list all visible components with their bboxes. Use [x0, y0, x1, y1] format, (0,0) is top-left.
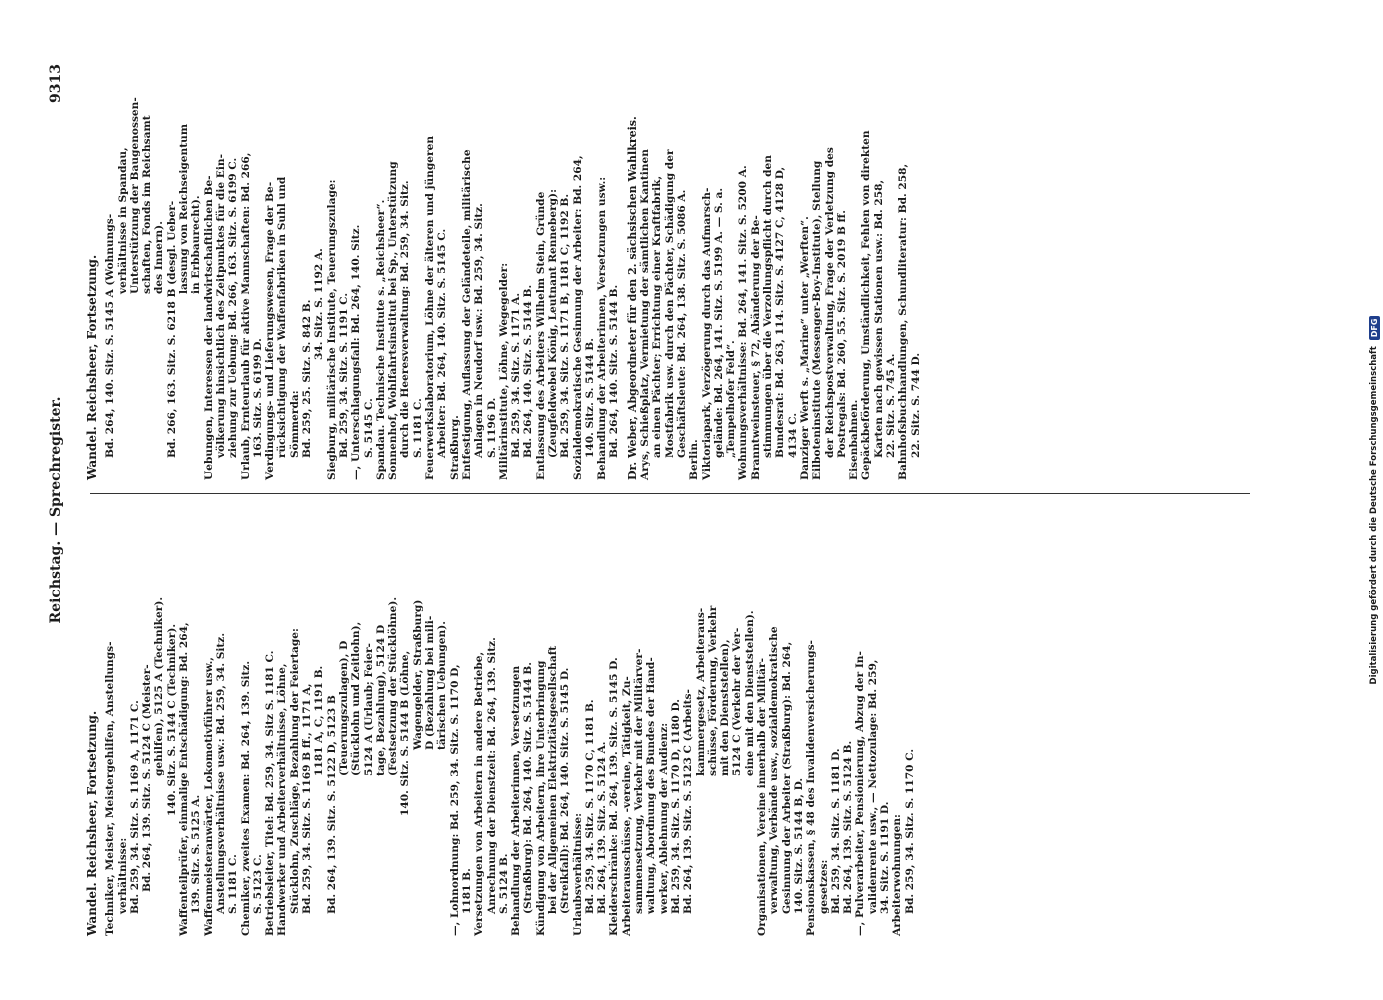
register-line: Waffenmeisteranwärter, Lokomotivführer usw., — [202, 657, 215, 936]
register-line: verhältnisse in Spandau, — [116, 147, 129, 294]
register-line: Entlassung des Arbeiters Wilhelm Stein, Gründe — [534, 191, 547, 480]
register-line: Bd. 264, 140. Sitz. S. 5145 A (Wohnungs- — [104, 213, 117, 458]
register-line: tärischen Uebungen). — [436, 621, 449, 750]
register-line: 34. Sitz. S. 1191 D. — [879, 801, 891, 914]
register-line: 1181 A, C, 1191 B. — [313, 665, 326, 776]
register-line: Wagengelder, Straßburg) — [411, 599, 424, 750]
register-line: Versetzungen von Arbeitern in andere Betriebe, — [473, 651, 486, 936]
register-line: Dr. Weber, Abgeordneter für den 2. sächsischen Wahlkreis. — [625, 116, 639, 480]
register-line: 140. Sitz. S. 5144 B. — [583, 338, 596, 458]
register-line: Postregals: Bd. 260, 55. Sitz. S. 2019 B ff. — [835, 210, 848, 458]
register-line: Kleiderschränke: Bd. 264, 139. Sitz. S. 5145 D. — [608, 657, 621, 936]
register-line: Bd. 259, 34. Sitz. S. 1170 C. — [903, 748, 916, 914]
register-line: Bd. 266, 163. Sitz. S. 6218 B (desgl. Ueber- — [165, 200, 178, 458]
register-line: 140. Sitz. S. 5144 B, D. — [792, 777, 805, 914]
register-line: Wandel. Reichsheer, Fortsetzung. — [85, 710, 99, 936]
register-line: Behandlung der Arbeiterinnen, Versetzungen — [510, 665, 523, 936]
register-line: Anrechnung der Dienstzeit: Bd. 264, 139. Sitz. — [485, 637, 498, 914]
register-line: S. 5123 C. — [251, 854, 264, 914]
register-line: 163. Sitz. S. 6199 D. — [251, 338, 264, 458]
register-line: der Reichspostverwaltung, Frage der Verletzung des — [823, 147, 836, 458]
register-line: eine mit den Dienststellen). — [743, 610, 756, 776]
register-line: des Innern). — [153, 221, 166, 294]
register-line: —, Lohnordnung: Bd. 259, 34. Sitz. S. 1170 D, — [448, 664, 461, 936]
register-line: Bd. 264, 140. Sitz. S. 5144 B. — [522, 284, 535, 458]
register-line: Bd. 259, 34. Sitz. S. 1181 D. — [829, 748, 842, 914]
register-line: Entfestigung, Auflassung der Geländeteile, militärische — [460, 149, 473, 480]
register-line: ziehung zur Uebung: Bd. 266, 163. Sitz. S. 6199 C. — [227, 157, 240, 458]
register-line: Karten nach gewissen Stationen usw.: Bd. 258, — [872, 179, 885, 458]
register-line: Berlin. — [688, 439, 701, 480]
register-line: Behandlung der Arbeiterinnen, Versetzungen usw.: — [596, 176, 609, 480]
register-line: völkerung hinsichtlich des Zeitpunktes für die Ein- — [214, 154, 227, 458]
dfg-logo: DFG — [1369, 316, 1380, 341]
register-line: Straßburg. — [448, 415, 461, 480]
register-line: D (Bezahlung bei mili- — [424, 615, 437, 750]
register-line: Betriebsleiter, Titel: Bd. 259, 34. Sitz S. 1181 C. — [264, 650, 277, 936]
register-line: 140. Sitz. S. 5144 B (Löhne, — [399, 650, 412, 816]
register-line: Bd. 259, 25. Sitz. S. 842 B. — [301, 299, 314, 458]
register-line: 5124 A (Urlaub; Feier- — [362, 643, 375, 776]
register-line: Geschäftsleute: Bd. 264, 138. Sitz. S. 5086 A. — [675, 189, 688, 458]
register-line: verhältnisse: — [116, 837, 129, 914]
register-line: Branntweinsteuer, § 72, Abänderung der Be- — [749, 215, 762, 480]
register-line: „Tempelhofer Feld“. — [725, 340, 738, 458]
register-line: stimmungen über die Verzollungspflicht durch den — [762, 155, 775, 458]
page-header-title: Reichstag. — Sprechregister. — [48, 396, 64, 624]
register-line: schüsse, Förderung, Verkehr — [706, 605, 719, 776]
register-line: Gesinnung der Arbeiter (Straßburg): Bd. 264, — [780, 641, 793, 914]
register-line: werker, Ablehnung der Audienz: — [657, 722, 670, 914]
register-line: Wohnungsverhältnisse: Bd. 264, 141. Sitz. S. 5200 A. — [737, 165, 750, 480]
register-line: Organisationen, Vereine innerhalb der Militär- — [756, 658, 769, 936]
register-line: Kündigung von Arbeitern, ihre Unterbringung — [534, 660, 547, 936]
register-line: (Festsetzung der Stücklöhne). — [387, 596, 400, 776]
register-line: Bd. 259, 34. Sitz. S. 1169 B ff., 1171 A, — [301, 683, 314, 914]
register-line: Arbeiterausschüsse, -vereine, Tätigkeit, Zu- — [620, 676, 633, 936]
register-line: Arbeiterwohnungen: — [891, 814, 904, 936]
register-line: Viktoriapark, Verzögerung durch das Aufmarsch- — [700, 187, 713, 480]
register-line: Siegburg, militärische Institute, Teuerungszulage: — [325, 179, 338, 480]
register-line: —, Pulverarbeiter, Pensionierung, Abzug der In- — [854, 651, 867, 936]
page-number: 9313 — [48, 64, 64, 103]
register-line: Pensionskassen, § 48 des Invalidenversicherungs- — [805, 640, 818, 936]
register-line: Anlagen in Neudorf usw.: Bd. 259, 34. Sitz. — [473, 203, 486, 458]
register-line: (Stücklohn und Zeitlohn), — [350, 621, 363, 776]
register-line: (Teuerungszulagen), D — [337, 640, 350, 776]
register-line: Feuerwerkslaboratorium, Löhne der älteren und jüngeren — [424, 135, 437, 480]
register-line: Anstellungsverhältnisse usw.: Bd. 259, 34. Sitz. — [214, 632, 227, 914]
column-divider — [90, 493, 1250, 494]
register-line: Techniker, Meister, Meistergehilfen, Anstellungs- — [104, 641, 117, 936]
register-line: 1181 B. — [460, 868, 473, 914]
register-line: Urlaubsverhältnisse: — [571, 812, 584, 936]
right-column — [86, 40, 1276, 480]
register-line: S. 5145 C. — [362, 398, 375, 458]
register-line: Urlaub, Ernteurlaub für aktive Mannschaften: Bd. 266, — [239, 152, 252, 480]
register-line: sammensetzung, Verkehr mit der Militärver- — [633, 648, 646, 914]
register-line: schaften, Fonds im Reichsamt — [141, 115, 154, 294]
left-column — [86, 506, 1276, 936]
register-line: Bd. 264, 139. Sitz. S. 5124 C (Meister- — [141, 664, 154, 892]
register-line: Stücklohn, Zuschläge, Bezahlung der Feiertage: — [288, 628, 301, 914]
register-line: Waffenteilprüfer, einmalige Entschädigung: Bd. 264, — [178, 622, 191, 936]
register-line: 22. Sitz. S. 744 D. — [909, 352, 922, 458]
register-line: S. 1196 D. — [485, 397, 498, 458]
register-line: Bd. 259, 34. Sitz. S. 1171 B, 1181 C, 1192 B. — [559, 193, 572, 458]
register-line: gelände: Bd. 264, 141. Sitz. S. 5199 A. — S. a. — [712, 187, 725, 458]
register-line: 5124 C (Verkehr der Ver- — [731, 627, 744, 776]
register-line: S. 5124 B. — [497, 853, 510, 914]
register-line: 22. Sitz. S. 745 A. — [885, 353, 897, 458]
register-line: gehilfen), 5125 A (Techniker). — [153, 596, 166, 776]
register-line: Bd. 259, 34. Sitz. S. 1170 C, 1181 B. — [583, 699, 596, 914]
register-line: verwaltung, Verbände usw., sozialdemokratische — [768, 626, 781, 914]
register-line: 34. Sitz. S. 1192 A. — [313, 248, 326, 360]
register-line: Gepäckbeförderung, Umständlichkeit, Fehlen von direkten — [860, 130, 873, 480]
register-line: Arys, Schießplatz, Vermietung der sämtlichen Kantinen — [639, 149, 652, 480]
register-line: Bd. 264, 140. Sitz. S. 5144 B. — [608, 284, 621, 458]
register-line: Chemiker, zweites Examen: Bd. 264, 139. Sitz. — [239, 660, 252, 936]
register-line: (Zeugfeldwebel König, Leutnant Renneberg): — [546, 189, 559, 458]
register-line: Bd. 259, 34. Sitz. S. 1170 D, 1180 D. — [669, 699, 682, 914]
register-line: mit den Dienststellen), — [719, 639, 732, 776]
register-line: waltung, Abordnung des Bundes der Hand- — [645, 657, 658, 914]
register-line: an einen Pächter; Errichtung einer Kraftfabrik, — [651, 175, 664, 458]
register-line: Sonnenhof, Wohlfahrtsinstitut bei Sp., Unterstützung — [387, 161, 400, 480]
register-line: Unterstützung der Baugenossen- — [128, 97, 141, 294]
register-line: (Straßburg): Bd. 264, 140. Sitz. S. 5144 B. — [522, 662, 535, 914]
register-line: Eilboteninstitute (Messenger-Boy-Institute), Stellung — [811, 160, 824, 480]
register-line: —, Unterschlagungsfall: Bd. 264, 140. Sitz. — [350, 224, 363, 480]
register-line: Verdingungs- und Lieferungswesen, Frage der Be- — [264, 181, 277, 480]
register-line: bei der Allgemeinen Elektrizitätsgesellschaft — [546, 645, 559, 914]
register-line: Bd. 259, 34. Sitz. S. 1169 A, 1171 C. — [128, 700, 141, 914]
register-line: Uebungen, Interessen der landwirtschaftlichen Be- — [202, 175, 215, 480]
register-line: in Erbbaurecht). — [190, 195, 203, 294]
register-line: Bahnhofsbuchhandlungen, Schundliteratur: Bd. 258, — [897, 163, 910, 480]
register-line: tage, Bezahlung), 5124 D — [374, 624, 387, 776]
register-line: Handwerker und Arbeiterverhältnisse, Löhne, — [276, 663, 289, 936]
register-line: Militärinstitute, Löhne, Wegegelder: — [497, 262, 510, 480]
register-line: Danziger Werft s. „Marine“ unter „Werften“. — [798, 216, 811, 480]
register-line: rücksichtigung der Waffenfabriken in Suhl und — [276, 176, 289, 458]
register-line: Sozialdemokratische Gesinnung der Arbeiter: Bd. 264, — [571, 155, 584, 480]
register-line: Eisenbahnen. — [848, 399, 861, 480]
register-line: Spandau. Technische Institute s. „Reichsheer“. — [374, 199, 387, 480]
register-line: Bd. 264, 139. Sitz. S. 5124 B. — [842, 740, 855, 914]
register-line: Wandel. Reichsheer, Fortsetzung. — [85, 254, 99, 480]
register-line: gesetzes: — [817, 859, 830, 914]
register-line: Bd. 264, 139. Sitz. S. 5123 C (Arbeits- — [682, 689, 695, 914]
register-line: Bundesrat: Bd. 263, 114. Sitz. S. 4127 C, 4128 D, — [774, 166, 787, 458]
register-line: lassung von Reichseigentum — [178, 123, 191, 294]
register-line: Arbeiter: Bd. 264, 140. Sitz. S. 5145 C. — [436, 228, 449, 458]
register-line: Sömmerda: — [288, 390, 301, 458]
register-line: kammergesetz, Arbeiteraus- — [694, 607, 707, 776]
register-line: 139. Sitz. S. 5125 A. — [190, 794, 203, 914]
register-line: S. 1181 C. — [411, 398, 424, 458]
register-line: S. 1181 C. — [227, 854, 240, 914]
register-line: Bd. 259, 34. Sitz. S. 1171 A. — [510, 292, 523, 458]
register-line: Mostfabrik usw. durch den Pächter, Schädigung der — [663, 149, 676, 458]
register-line: Bd. 259, 34. Sitz. S. 1191 C. — [337, 292, 350, 458]
register-line: validenrente usw., — Nettozulage: Bd. 259, — [866, 659, 879, 914]
register-line: Bd. 264, 139. Sitz. S. 5124 A. — [596, 741, 609, 914]
register-line: (Streikfall): Bd. 264, 140. Sitz. S. 5145 D. — [559, 667, 572, 914]
register-line: Bd. 264, 139. Sitz. S. 5122 D, 5123 B — [325, 695, 338, 914]
digitization-credit — [1366, 0, 1382, 1000]
register-line: 140. Sitz. S. 5144 C (Techniker). — [165, 623, 178, 816]
register-line: 4134 C. — [786, 412, 799, 458]
credit-text: Digitalisierung gefördert durch die Deutsche Forschungsgemeinschaft — [1369, 346, 1379, 685]
register-line: durch die Heeresverwaltung: Bd. 259, 34. Sitz. — [399, 180, 412, 458]
